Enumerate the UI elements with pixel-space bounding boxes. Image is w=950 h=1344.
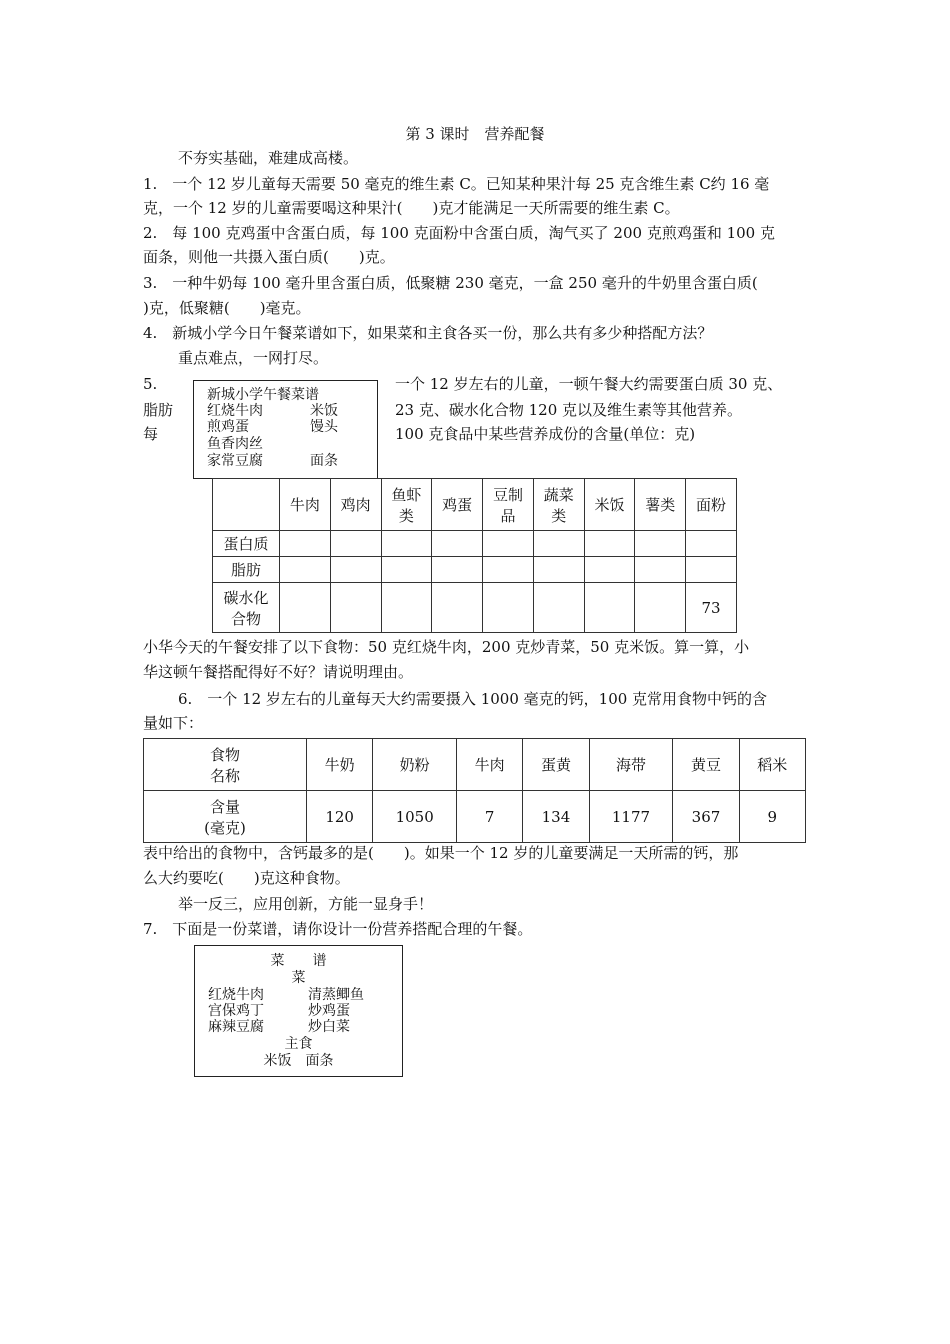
calcium-row-label-content: 含量 (毫克) — [144, 791, 307, 843]
table-cell[interactable] — [381, 557, 432, 583]
q5-right-line2: 23 克、碳水化合物 120 克以及维生素等其他营养。 — [395, 401, 743, 419]
food-name-cell: 牛肉 — [457, 739, 523, 791]
menu-dish: 鱼香肉丝 — [207, 436, 263, 452]
table-cell[interactable] — [432, 557, 483, 583]
table-cell[interactable] — [280, 531, 331, 557]
q5-right-line1: 一个 12 岁左右的儿童，一顿午餐大约需要蛋白质 30 克、 — [395, 375, 783, 393]
table-cell[interactable] — [533, 557, 584, 583]
table-row — [213, 583, 737, 633]
menu-dish: 麻辣豆腐 — [208, 1019, 264, 1035]
table-cell: 73 — [686, 583, 737, 633]
table-row — [213, 557, 737, 583]
food-name-cell: 牛奶 — [307, 739, 373, 791]
calcium-value-cell: 1177 — [589, 791, 673, 843]
food-name-cell: 稻米 — [739, 739, 805, 791]
food-name-cell: 蛋黄 — [523, 739, 589, 791]
q1-line1: 1. 一个 12 岁儿童每天需要 50 毫克的维生素 C。已知某种果汁每 25 克含维生素 C约 16 毫 — [143, 175, 770, 193]
q5-after-line1: 小华今天的午餐安排了以下食物：50 克红烧牛肉，200 克炒青菜，50 克米饭。算一算，小 — [143, 638, 750, 656]
row-label-carbohydrate: 碳水化 合物 — [213, 583, 280, 633]
q6-after-line2: 么大约要吃( )克这种食物。 — [143, 869, 350, 887]
nutrition-table — [212, 478, 737, 633]
food-name-cell: 奶粉 — [373, 739, 457, 791]
table-cell[interactable] — [280, 583, 331, 633]
table-row — [144, 791, 806, 843]
q5-number: 5. — [143, 375, 158, 393]
q5-after-line2: 华这顿午餐搭配得好不好？请说明理由。 — [143, 663, 414, 681]
q5-left-word-each: 每 — [143, 425, 159, 443]
section-heading-key-points: 重点难点，一网打尽。 — [178, 349, 329, 367]
q3-line2: )克，低聚糖( )毫克。 — [143, 299, 311, 317]
q1-line2: 克，一个 12 岁的儿童需要喝这种果汁( )克才能满足一天所需要的维生素 C。 — [143, 199, 680, 217]
nutrition-header-vegetables: 蔬菜 类 — [533, 479, 584, 531]
calcium-value-cell: 1050 — [373, 791, 457, 843]
lunch-menu-title: 新城小学午餐菜谱 — [207, 387, 319, 403]
nutrition-header-potato: 薯类 — [635, 479, 686, 531]
table-cell[interactable] — [381, 583, 432, 633]
menu-staples: 米饭 面条 — [263, 1053, 334, 1069]
calcium-value-cell: 367 — [673, 791, 739, 843]
q7-line1: 7. 下面是一份菜谱，请你设计一份营养搭配合理的午餐。 — [143, 920, 533, 938]
food-name-cell: 黄豆 — [673, 739, 739, 791]
table-cell[interactable] — [686, 531, 737, 557]
menu-staple: 米饭 — [310, 403, 338, 419]
nutrition-header-chicken: 鸡肉 — [330, 479, 381, 531]
section-heading-basics: 不夯实基础，难建成高楼。 — [178, 149, 359, 167]
table-cell[interactable] — [686, 557, 737, 583]
table-row — [213, 531, 737, 557]
table-cell[interactable] — [432, 583, 483, 633]
q6-after-line1: 表中给出的食物中，含钙最多的是( )。如果一个 12 岁的儿童要满足一天所需的钙，那 — [143, 844, 739, 862]
menu-staple-heading: 主食 — [284, 1036, 313, 1052]
q6-line2: 量如下： — [143, 714, 204, 732]
calcium-table — [143, 738, 806, 843]
table-cell[interactable] — [483, 583, 534, 633]
menu-box — [194, 945, 403, 1077]
q2-line1: 2. 每 100 克鸡蛋中含蛋白质，每 100 克面粉中含蛋白质，淘气买了 200 克煎鸡蛋和 100 克 — [143, 224, 775, 242]
calcium-value-cell: 9 — [739, 791, 805, 843]
menu-dish: 炒鸡蛋 — [308, 1003, 350, 1019]
table-row — [144, 739, 806, 791]
nutrition-header-fish: 鱼虾 类 — [381, 479, 432, 531]
table-cell[interactable] — [635, 583, 686, 633]
table-cell[interactable] — [330, 583, 381, 633]
row-label-protein: 蛋白质 — [213, 531, 280, 557]
table-cell[interactable] — [533, 531, 584, 557]
nutrition-header-rice: 米饭 — [584, 479, 635, 531]
menu-title: 菜 谱 — [270, 953, 327, 969]
nutrition-header-egg: 鸡蛋 — [432, 479, 483, 531]
q4-line1: 4. 新城小学今日午餐菜谱如下，如果菜和主食各买一份，那么共有多少种搭配方法？ — [143, 324, 713, 342]
calcium-value-cell: 120 — [307, 791, 373, 843]
table-cell[interactable] — [635, 531, 686, 557]
table-cell[interactable] — [432, 531, 483, 557]
menu-staple: 面条 — [310, 453, 338, 469]
menu-dish: 家常豆腐 — [207, 453, 263, 469]
calcium-row-label-food: 食物 名称 — [144, 739, 307, 791]
section-heading-apply: 举一反三，应用创新，方能一显身手！ — [178, 895, 434, 913]
menu-dish: 宫保鸡丁 — [208, 1003, 264, 1019]
q6-line1: 6. 一个 12 岁左右的儿童每天大约需要摄入 1000 毫克的钙，100 克常用食物中钙的含 — [178, 690, 768, 708]
nutrition-header-flour: 面粉 — [686, 479, 737, 531]
table-cell[interactable] — [381, 531, 432, 557]
q2-line2: 面条，则他一共摄入蛋白质( )克。 — [143, 248, 395, 266]
menu-dish: 煎鸡蛋 — [207, 419, 249, 435]
menu-staple: 馒头 — [310, 419, 338, 435]
table-cell[interactable] — [330, 557, 381, 583]
table-cell[interactable] — [584, 531, 635, 557]
nutrition-corner-cell — [213, 479, 280, 531]
nutrition-header-soy: 豆制 品 — [483, 479, 534, 531]
page-title: 第 3 课时 营养配餐 — [405, 125, 545, 143]
menu-dish-heading: 菜 — [291, 970, 306, 986]
lunch-menu-box — [193, 380, 378, 479]
q5-left-word-fat: 脂肪 — [143, 401, 174, 419]
calcium-value-cell: 134 — [523, 791, 589, 843]
table-cell[interactable] — [280, 557, 331, 583]
nutrition-header-beef: 牛肉 — [280, 479, 331, 531]
q5-right-line3: 100 克食品中某些营养成份的含量(单位：克) — [395, 425, 696, 443]
food-name-cell: 海带 — [589, 739, 673, 791]
table-cell[interactable] — [483, 557, 534, 583]
menu-dish: 清蒸鲫鱼 — [308, 987, 364, 1003]
table-cell[interactable] — [635, 557, 686, 583]
table-cell[interactable] — [330, 531, 381, 557]
q3-line1: 3. 一种牛奶每 100 毫升里含蛋白质，低聚糖 230 毫克，一盒 250 毫升的牛奶里含蛋白质( — [143, 274, 758, 292]
menu-dish: 炒白菜 — [308, 1019, 350, 1035]
menu-dish: 红烧牛肉 — [207, 403, 263, 419]
menu-dish: 红烧牛肉 — [208, 987, 264, 1003]
table-cell[interactable] — [533, 583, 584, 633]
table-cell[interactable] — [584, 557, 635, 583]
row-label-fat: 脂肪 — [213, 557, 280, 583]
calcium-value-cell: 7 — [457, 791, 523, 843]
table-cell[interactable] — [584, 583, 635, 633]
table-cell[interactable] — [483, 531, 534, 557]
